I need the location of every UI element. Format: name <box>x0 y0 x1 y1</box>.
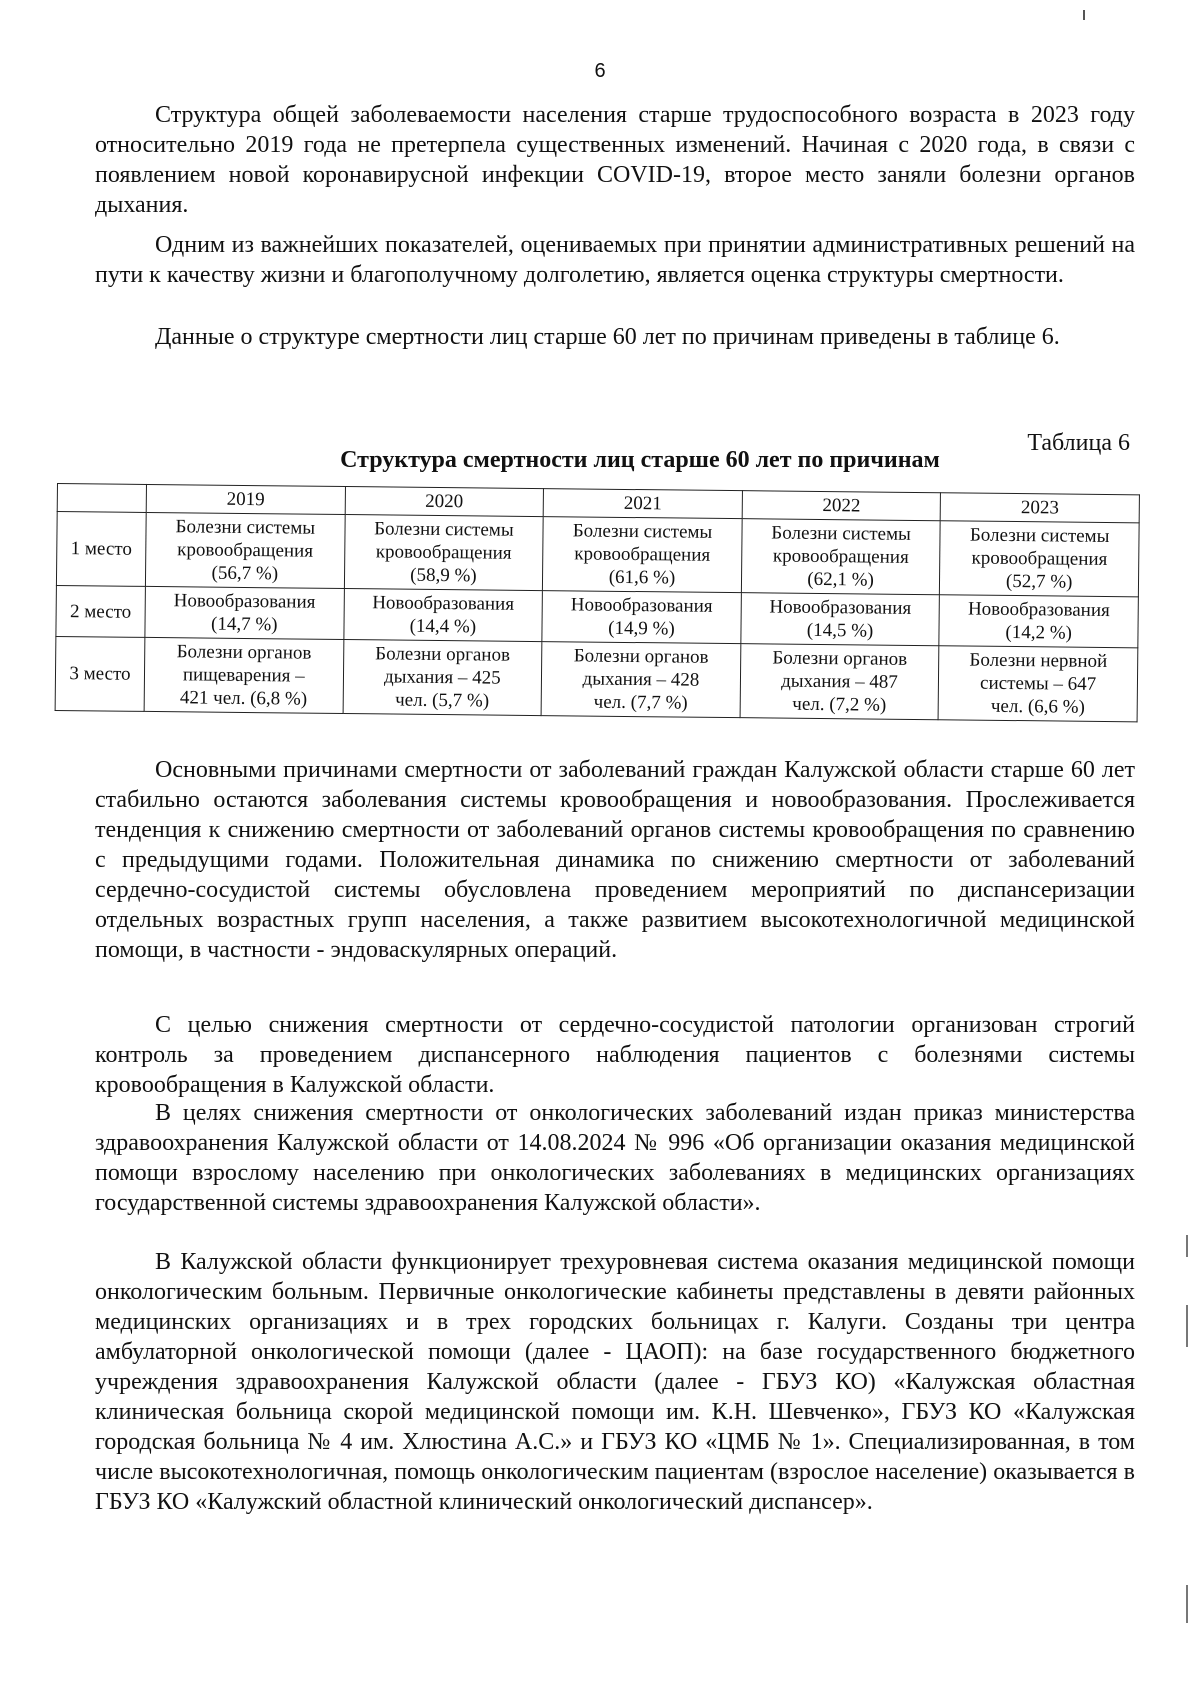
table-row <box>56 512 1139 597</box>
table-row <box>55 636 1138 721</box>
paragraph-1 <box>95 100 1135 220</box>
table-cell: Болезни органов дыхания – 425 чел. (5,7 %) <box>343 640 542 716</box>
table-cell: Новообразования (14,5 %) <box>741 593 940 646</box>
paragraph-3 <box>95 322 1135 352</box>
table-cell: Новообразования (14,2 %) <box>939 595 1138 648</box>
paragraph-6-text: В целях снижения смертности от онкологических заболеваний издан приказ министерства здравоохранения Калужской области от 14.08.2024 № 996 «Об организации оказания медицинской помощи взрослому населению при онкологических заболеваниях в медицинских организациях государственной системы здравоохранения Калужской области». <box>95 1100 1135 1216</box>
year-header: 2019 <box>146 484 345 514</box>
page-number: 6 <box>594 60 606 82</box>
table-cell: Болезни системы кровообращения (56,7 %) <box>145 512 344 588</box>
scan-margin-mark <box>1186 1585 1188 1623</box>
paragraph-4-text: Основными причинами смертности от заболеваний граждан Калужской области старше 60 лет стабильно остаются заболевания системы кровообращения и новообразования. Прослеживается тенденция к снижению смертности от заболеваний органов системы кровообращения по сравнению с предыдущими годами. Положительная динамика по снижению смертности от заболеваний сердечно-сосудистой системы обусловлена проведением мероприятий по диспансеризации отдельных возрастных групп населения, а также развитием высокотехнологичной медицинской помощи, в частности - эндоваскулярных операций. <box>95 757 1135 963</box>
year-header: 2023 <box>941 493 1140 523</box>
paragraph-5 <box>95 1010 1135 1100</box>
table-cell: Новообразования (14,9 %) <box>542 591 741 644</box>
table-title: Структура смертности лиц старше 60 лет по причинам <box>340 447 940 473</box>
paragraph-2 <box>95 230 1135 290</box>
scan-corner-mark <box>1083 10 1085 20</box>
table-cell: Болезни системы кровообращения (58,9 %) <box>344 515 543 591</box>
paragraph-2-text: Одним из важнейших показателей, оцениваемых при принятии административных решений на пути к качеству жизни и благополучному долголетию, является оценка структуры смертности. <box>95 232 1135 288</box>
year-header: 2022 <box>742 491 941 521</box>
paragraph-4 <box>95 755 1135 965</box>
scan-margin-mark <box>1186 1305 1188 1347</box>
table-cell: Новообразования (14,4 %) <box>343 589 542 642</box>
paragraph-7-text: В Калужской области функционирует трехуровневая система оказания медицинской помощи онкологическим больным. Первичные онкологические кабинеты представлены в девяти районных медицинских организациях и в трех городских больницах г. Калуги. Созданы три центра амбулаторной онкологической помощи (далее - ЦАОП): на базе государственного бюджетного учреждения здравоохранения Калужской области (далее - ГБУЗ КО) «Калужская областная клиническая больница скорой медицинской помощи им. К.Н. Шевченко», ГБУЗ КО «Калужская городская больница № 4 им. Хлюстина А.С.» и ГБУЗ КО «ЦМБ № 1». Специализированная, в том числе высокотехнологичная, помощь онкологическим пациентам (взрослое население) оказывается в ГБУЗ КО «Калужский областной клинический онкологический диспансер». <box>95 1249 1135 1515</box>
table-cell: Болезни органов пищеварения – 421 чел. (6,8 %) <box>144 637 343 713</box>
table-corner-cell <box>57 484 146 513</box>
paragraph-7 <box>95 1247 1135 1517</box>
table-cell: Болезни системы кровообращения (52,7 %) <box>940 521 1139 597</box>
table-label: Таблица 6 <box>1027 430 1130 456</box>
paragraph-5-text: С целью снижения смертности от сердечно-сосудистой патологии организован строгий контроль за проведением диспансерного наблюдения пациентов с болезнями системы кровообращения в Калужской области. <box>95 1012 1135 1098</box>
paragraph-3-text: Данные о структуре смертности лиц старше 60 лет по причинам приведены в таблице 6. <box>155 324 1060 350</box>
table-cell: Новообразования (14,7 %) <box>145 586 344 639</box>
table-cell: Болезни органов дыхания – 487 чел. (7,2 %) <box>740 644 939 720</box>
paragraph-1-text: Структура общей заболеваемости населения старше трудоспособного возраста в 2023 году относительно 2019 года не претерпела существенных изменений. Начиная с 2020 года, в связи с появлением новой коронавирусной инфекции COVID-19, второе место заняли болезни органов дыхания. <box>95 102 1135 218</box>
mortality-table <box>55 483 1140 722</box>
table-cell: Болезни системы кровообращения (61,6 %) <box>543 517 742 593</box>
scan-margin-mark <box>1186 1235 1188 1257</box>
table-cell: Болезни нервной системы – 647 чел. (6,6 %) <box>938 646 1137 722</box>
rank-cell: 2 место <box>56 585 146 637</box>
table-cell: Болезни органов дыхания – 428 чел. (7,7 %) <box>541 642 740 718</box>
rank-cell: 1 место <box>56 512 146 587</box>
paragraph-6 <box>95 1098 1135 1218</box>
rank-cell: 3 место <box>55 636 145 711</box>
table-cell: Болезни системы кровообращения (62,1 %) <box>741 519 940 595</box>
year-header: 2021 <box>543 489 742 519</box>
year-header: 2020 <box>345 487 544 517</box>
